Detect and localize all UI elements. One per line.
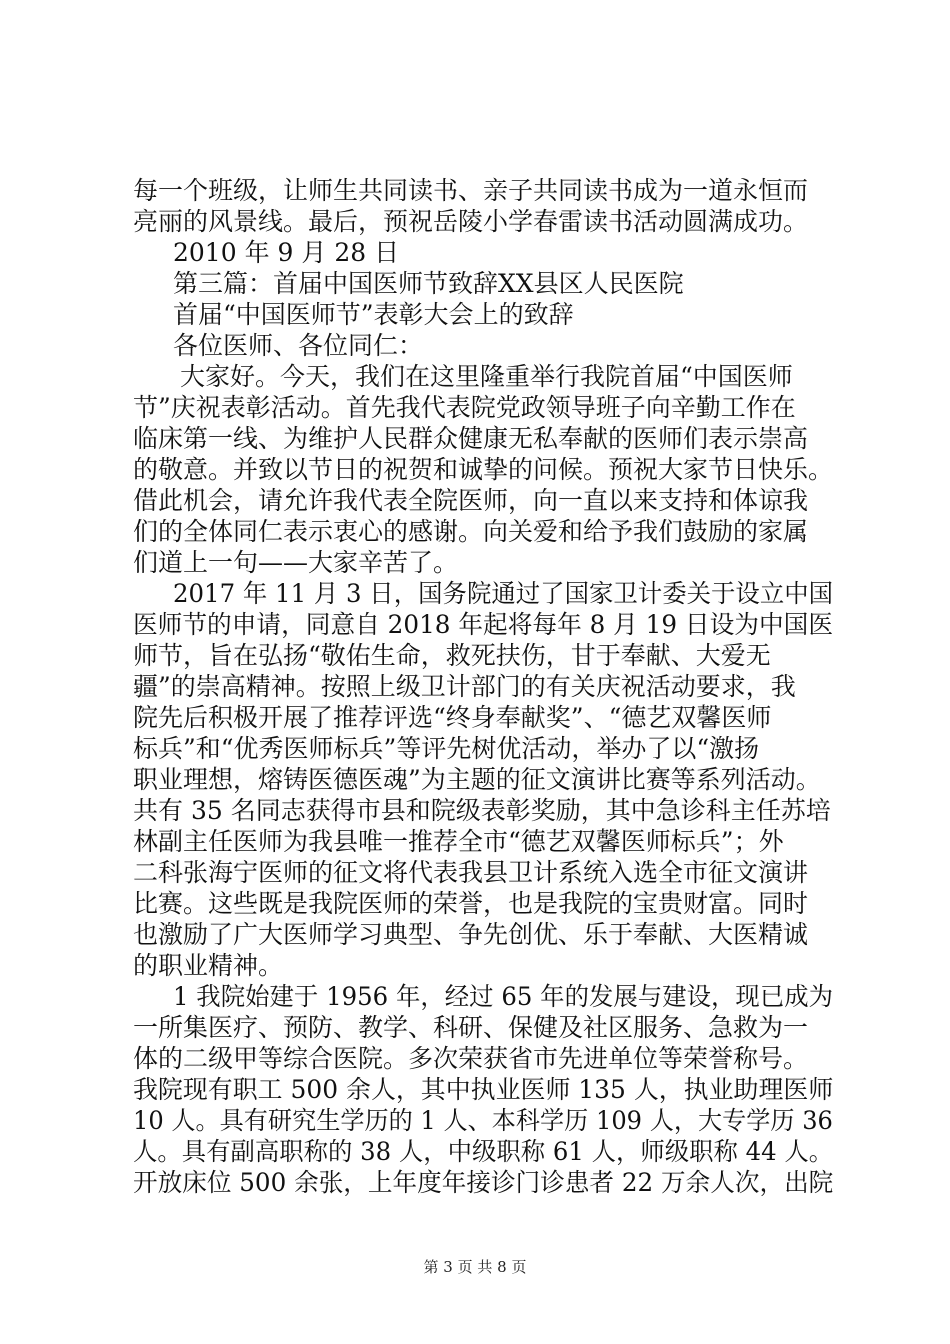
text-line: 师节，旨在弘扬“敬佑生命，救死扶伤，甘于奉献、大爱无: [133, 641, 771, 670]
text-line: 的敬意。并致以节日的祝贺和诚挚的问候。预祝大家节日快乐。: [133, 455, 834, 484]
text-line: 节”庆祝表彰活动。首先我代表院党政领导班子向辛勤工作在: [133, 393, 796, 422]
text-line: 10 人。具有研究生学历的 1 人、本科学历 109 人，大专学历 36: [133, 1106, 833, 1135]
text-line: 二科张海宁医师的征文将代表我县卫计系统入选全市征文演讲: [133, 858, 809, 887]
text-line: 人。具有副高职称的 38 人，中级职称 61 人，师级职称 44 人。: [133, 1137, 834, 1166]
text-line: 借此机会，请允许我代表全院医师，向一直以来支持和体谅我: [133, 486, 809, 515]
text-line: 标兵”和“优秀医师标兵”等评先树优活动，举办了以“激扬: [133, 734, 760, 763]
text-line: 职业理想，熔铸医德医魂”为主题的征文演讲比赛等系列活动。: [133, 765, 821, 794]
text-line: 体的二级甲等综合医院。多次荣获省市先进单位等荣誉称号。: [133, 1044, 809, 1073]
section-heading: 第三篇：首届中国医师节致辞XX县区人民医院: [173, 269, 684, 298]
text-line: 们道上一句——大家辛苦了。: [133, 548, 459, 577]
text-line: 开放床位 500 余张，上年度年接诊门诊患者 22 万余人次，出院: [133, 1168, 834, 1197]
text-line: 林副主任医师为我县唯一推荐全市“德艺双馨医师标兵”；外: [133, 827, 784, 856]
text-line: 2017 年 11 月 3 日，国务院通过了国家卫计委关于设立中国: [173, 579, 834, 608]
text-line: 每一个班级，让师生共同读书、亲子共同读书成为一道永恒而: [133, 176, 809, 205]
text-line: 的职业精神。: [133, 951, 284, 980]
text-line: 我院现有职工 500 余人，其中执业医师 135 人，执业助理医师: [133, 1075, 834, 1104]
text-line: 共有 35 名同志获得市县和院级表彰奖励，其中急诊科主任苏培: [133, 796, 831, 825]
text-line: 院先后积极开展了推荐评选“终身奉献奖”、“德艺双馨医师: [133, 703, 772, 732]
text-line: 临床第一线、为维护人民群众健康无私奉献的医师们表示崇高: [133, 424, 809, 453]
salutation: 各位医师、各位同仁：: [173, 331, 424, 360]
text-line: 疆”的崇高精神。按照上级卫计部门的有关庆祝活动要求，我: [133, 672, 796, 701]
speech-title: 首届“中国医师节”表彰大会上的致辞: [173, 300, 574, 329]
text-line: 大家好。今天，我们在这里隆重举行我院首届“中国医师: [180, 362, 793, 391]
text-line: 一所集医疗、预防、教学、科研、保健及社区服务、急救为一: [133, 1013, 809, 1042]
text-line: 们的全体同仁表示衷心的感谢。向关爱和给予我们鼓励的家属: [133, 517, 809, 546]
text-line: 医师节的申请，同意自 2018 年起将每年 8 月 19 日设为中国医: [133, 610, 834, 639]
text-line: 亮丽的风景线。最后，预祝岳陵小学春雷读书活动圆满成功。: [133, 207, 809, 236]
text-line: 也激励了广大医师学习典型、争先创优、乐于奉献、大医精诚: [133, 920, 809, 949]
page-number: 第 3 页 共 8 页: [423, 1258, 527, 1276]
text-line: 1 我院始建于 1956 年，经过 65 年的发展与建设，现已成为: [173, 982, 834, 1011]
text-line: 比赛。这些既是我院医师的荣誉，也是我院的宝贵财富。同时: [133, 889, 809, 918]
date-line: 2010 年 9 月 28 日: [173, 238, 400, 267]
